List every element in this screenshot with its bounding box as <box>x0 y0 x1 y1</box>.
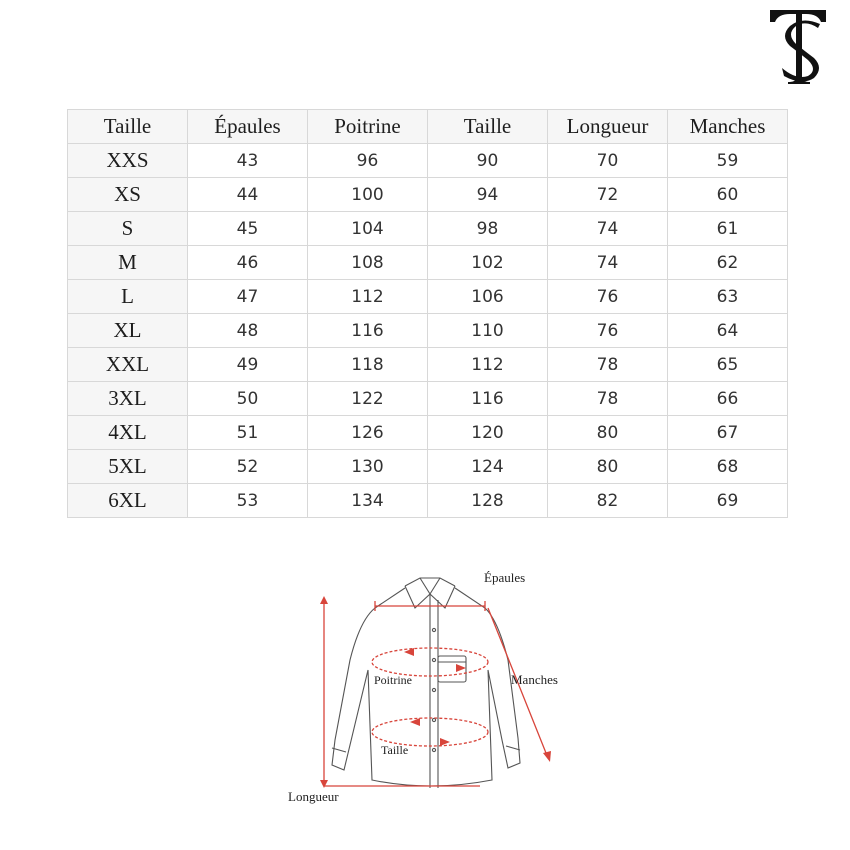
size-label-cell: 4XL <box>68 416 188 450</box>
measurement-cell: 110 <box>428 314 548 348</box>
measurement-cell: 112 <box>428 348 548 382</box>
measurement-cell: 116 <box>428 382 548 416</box>
ts-monogram-icon <box>766 6 830 86</box>
measurement-cell: 78 <box>548 382 668 416</box>
measurement-cell: 74 <box>548 212 668 246</box>
measurement-cell: 70 <box>548 144 668 178</box>
shirt-outline <box>332 578 520 788</box>
size-label-cell: 3XL <box>68 382 188 416</box>
measurement-cell: 50 <box>188 382 308 416</box>
measurement-cell: 104 <box>308 212 428 246</box>
table-row <box>68 416 788 450</box>
measurement-cell: 64 <box>668 314 788 348</box>
size-label-cell: 5XL <box>68 450 188 484</box>
measurement-cell: 72 <box>548 178 668 212</box>
measurement-cell: 112 <box>308 280 428 314</box>
measure-lines <box>324 601 548 786</box>
label-poitrine: Poitrine <box>374 673 412 687</box>
table-row <box>68 212 788 246</box>
header-longueur: Longueur <box>548 110 668 144</box>
measurement-cell: 122 <box>308 382 428 416</box>
measurement-cell: 51 <box>188 416 308 450</box>
table-header-row <box>68 110 788 144</box>
measurement-cell: 46 <box>188 246 308 280</box>
measurement-cell: 128 <box>428 484 548 518</box>
table-row <box>68 144 788 178</box>
measurement-cell: 108 <box>308 246 428 280</box>
measurement-cell: 116 <box>308 314 428 348</box>
measurement-cell: 60 <box>668 178 788 212</box>
label-epaules: Épaules <box>484 570 526 585</box>
measurement-cell: 47 <box>188 280 308 314</box>
measurement-cell: 96 <box>308 144 428 178</box>
size-label-cell: L <box>68 280 188 314</box>
size-label-cell: 6XL <box>68 484 188 518</box>
measurement-cell: 126 <box>308 416 428 450</box>
measurement-cell: 62 <box>668 246 788 280</box>
measurement-cell: 76 <box>548 280 668 314</box>
measurement-cell: 124 <box>428 450 548 484</box>
size-label-cell: XXS <box>68 144 188 178</box>
measurement-cell: 106 <box>428 280 548 314</box>
measurement-cell: 53 <box>188 484 308 518</box>
measurement-cell: 100 <box>308 178 428 212</box>
measurement-cell: 63 <box>668 280 788 314</box>
measurement-cell: 65 <box>668 348 788 382</box>
measurement-cell: 80 <box>548 416 668 450</box>
measurement-cell: 94 <box>428 178 548 212</box>
measurement-cell: 67 <box>668 416 788 450</box>
measurement-cell: 134 <box>308 484 428 518</box>
measurement-cell: 118 <box>308 348 428 382</box>
measure-arrowheads <box>320 596 551 788</box>
label-manches: Manches <box>511 672 558 687</box>
measurement-cell: 52 <box>188 450 308 484</box>
measurement-cell: 98 <box>428 212 548 246</box>
measurement-cell: 49 <box>188 348 308 382</box>
label-longueur: Longueur <box>288 789 339 804</box>
size-label-cell: XXL <box>68 348 188 382</box>
measurement-cell: 59 <box>668 144 788 178</box>
label-taille: Taille <box>381 743 409 757</box>
measurement-cell: 130 <box>308 450 428 484</box>
size-label-cell: S <box>68 212 188 246</box>
measurement-cell: 76 <box>548 314 668 348</box>
measurement-cell: 120 <box>428 416 548 450</box>
header-taille: Taille <box>68 110 188 144</box>
header-epaules: Épaules <box>188 110 308 144</box>
table-row <box>68 382 788 416</box>
header-taille-waist: Taille <box>428 110 548 144</box>
measurement-cell: 74 <box>548 246 668 280</box>
measurement-cell: 45 <box>188 212 308 246</box>
measurement-cell: 44 <box>188 178 308 212</box>
measurement-cell: 61 <box>668 212 788 246</box>
measurement-cell: 48 <box>188 314 308 348</box>
table-row <box>68 280 788 314</box>
measurement-cell: 82 <box>548 484 668 518</box>
measurement-cell: 68 <box>668 450 788 484</box>
table-row <box>68 484 788 518</box>
size-chart-table <box>67 109 788 518</box>
header-manches: Manches <box>668 110 788 144</box>
table-row <box>68 450 788 484</box>
table-row <box>68 314 788 348</box>
table-row <box>68 178 788 212</box>
measurement-cell: 78 <box>548 348 668 382</box>
measurement-cell: 80 <box>548 450 668 484</box>
measurement-cell: 66 <box>668 382 788 416</box>
measurement-cell: 90 <box>428 144 548 178</box>
size-label-cell: XS <box>68 178 188 212</box>
measurement-cell: 43 <box>188 144 308 178</box>
size-label-cell: XL <box>68 314 188 348</box>
measurement-cell: 102 <box>428 246 548 280</box>
measurement-cell: 69 <box>668 484 788 518</box>
header-poitrine: Poitrine <box>308 110 428 144</box>
size-label-cell: M <box>68 246 188 280</box>
table-row <box>68 246 788 280</box>
table-row <box>68 348 788 382</box>
